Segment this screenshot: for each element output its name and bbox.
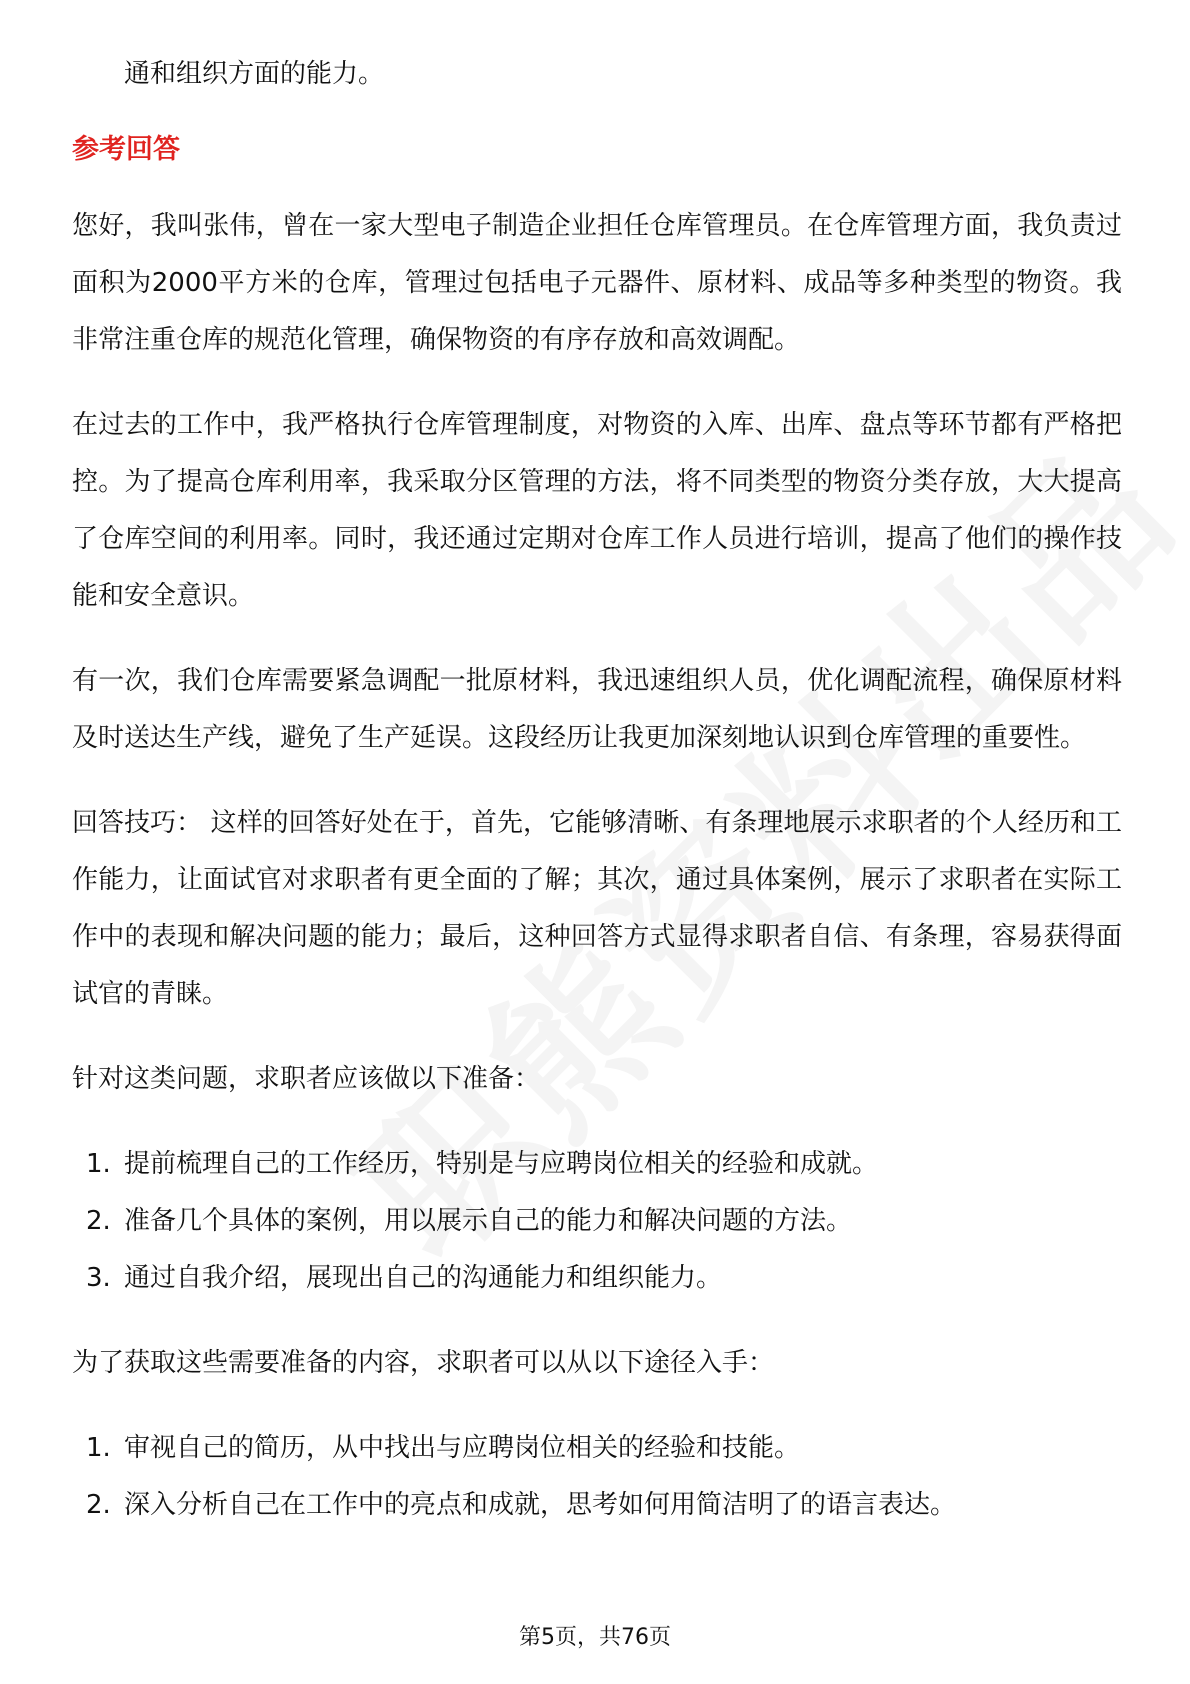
- list-number: 1.: [86, 1433, 111, 1463]
- list-item: [72, 1136, 1122, 1193]
- list-text: 提前梳理自己的工作经历，特别是与应聘岗位相关的经验和成就。: [124, 1149, 879, 1179]
- page-content: [72, 46, 1122, 1562]
- list-text: 深入分析自己在工作中的亮点和成就，思考如何用简洁明了的语言表达。: [124, 1490, 957, 1520]
- paragraph-intro: 您好，我叫张伟，曾在一家大型电子制造企业担任仓库管理员。在仓库管理方面，我负责过面积为2000平方米的仓库，管理过包括电子元器件、原材料、成品等多种类型的物资。我非常注重仓库的规范化管理，确保物资的有序存放和高效调配。: [72, 211, 1122, 355]
- list-text: 审视自己的简历，从中找出与应聘岗位相关的经验和技能。: [124, 1433, 801, 1463]
- list-item: [72, 1477, 1122, 1534]
- page-footer: 第5页，共76页: [519, 1625, 671, 1650]
- paragraph-tips: 回答技巧： 这样的回答好处在于，首先，它能够清晰、有条理地展示求职者的个人经历和工作能力，让面试官对求职者有更全面的了解；其次，通过具体案例，展示了求职者在实际工作中的表现和解决问题的能力；最后，这种回答方式显得求职者自信、有条理，容易获得面试官的青睐。: [72, 808, 1122, 1009]
- source-list: [72, 1420, 1122, 1534]
- list-item: [72, 1250, 1122, 1307]
- list-text: 通过自我介绍，展现出自己的沟通能力和组织能力。: [124, 1263, 723, 1293]
- list-item: [72, 1193, 1122, 1250]
- list-number: 2.: [86, 1490, 111, 1520]
- paragraph-prep-lead: 针对这类问题，求职者应该做以下准备：: [72, 1064, 541, 1094]
- intro-tail-text: 通和组织方面的能力。: [124, 59, 385, 89]
- paragraph-sources-lead: 为了获取这些需要准备的内容，求职者可以从以下途径入手：: [72, 1348, 775, 1378]
- list-number: 3.: [86, 1263, 111, 1293]
- list-item: [72, 1420, 1122, 1477]
- section-heading: 参考回答: [72, 134, 180, 165]
- list-number: 2.: [86, 1206, 111, 1236]
- paragraph-example: 有一次，我们仓库需要紧急调配一批原材料，我迅速组织人员，优化调配流程，确保原材料及时送达生产线，避免了生产延误。这段经历让我更加深刻地认识到仓库管理的重要性。: [72, 666, 1122, 753]
- list-number: 1.: [86, 1149, 111, 1179]
- paragraph-work: 在过去的工作中，我严格执行仓库管理制度，对物资的入库、出库、盘点等环节都有严格把控。为了提高仓库利用率，我采取分区管理的方法，将不同类型的物资分类存放，大大提高了仓库空间的利用率。同时，我还通过定期对仓库工作人员进行培训，提高了他们的操作技能和安全意识。: [72, 410, 1122, 611]
- list-text: 准备几个具体的案例，用以展示自己的能力和解决问题的方法。: [124, 1206, 853, 1236]
- prep-list: [72, 1136, 1122, 1307]
